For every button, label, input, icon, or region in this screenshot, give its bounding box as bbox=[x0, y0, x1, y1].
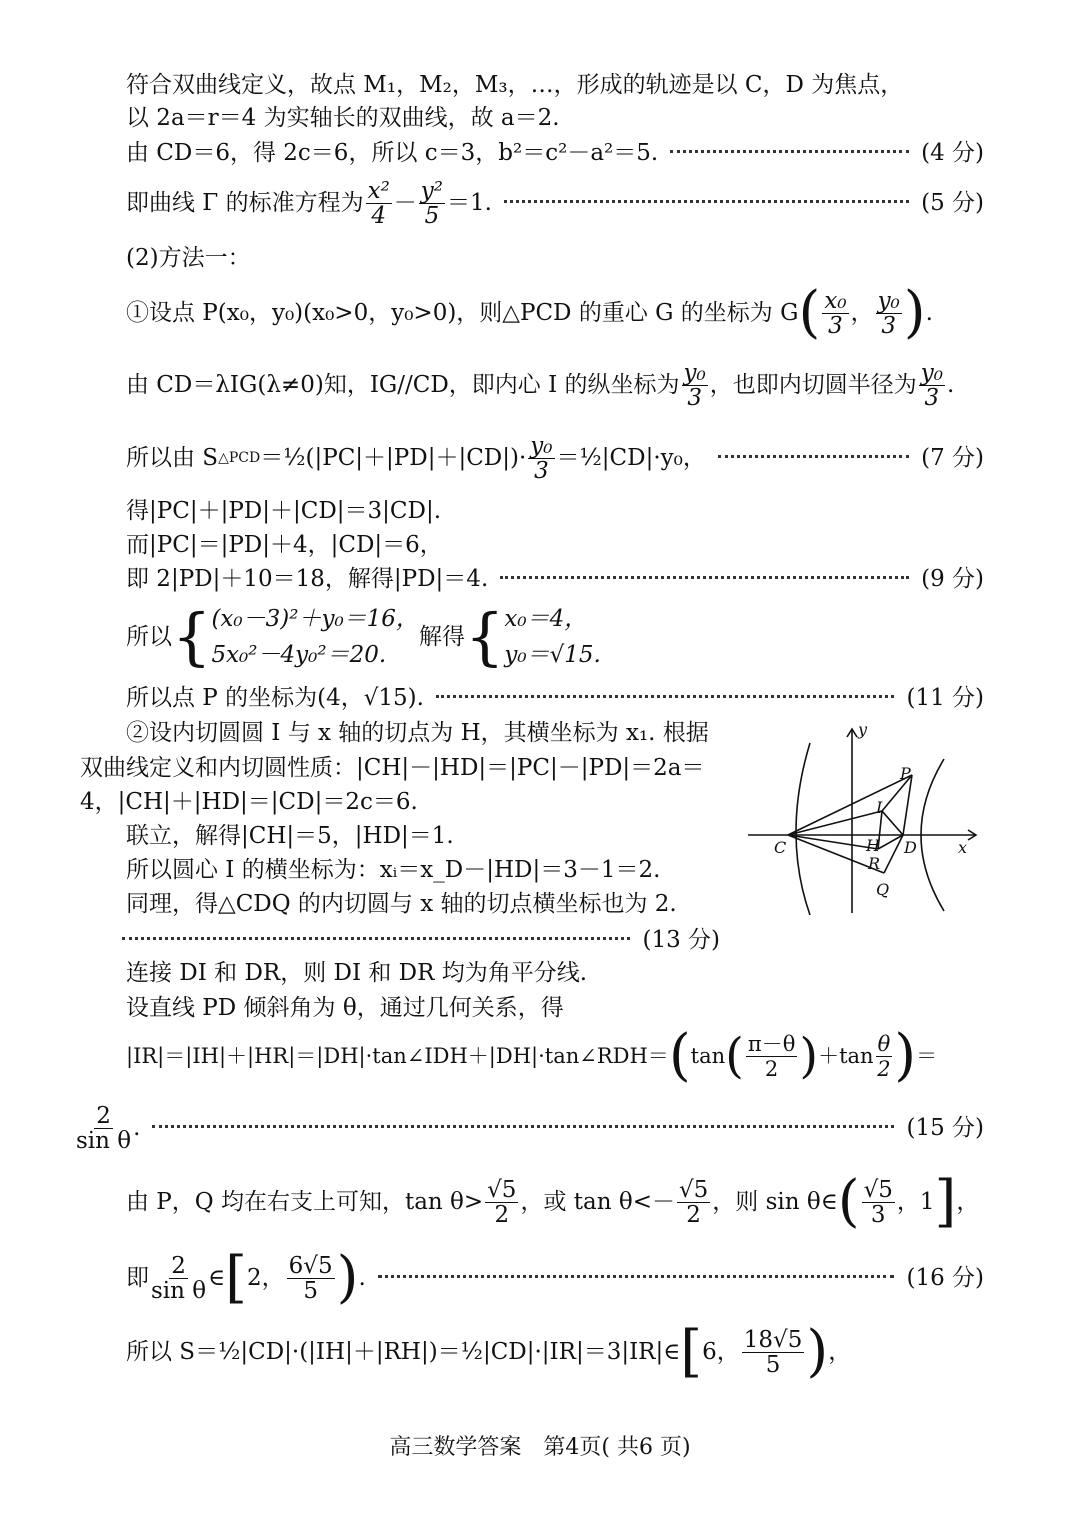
text-line: (2)方法一： bbox=[126, 245, 251, 271]
label-D: D bbox=[904, 838, 917, 857]
system-right: x₀＝4， y₀＝√15. bbox=[504, 606, 601, 668]
text-line: 双曲线定义和内切圆性质：|CH|－|HD|＝|PC|－|PD|＝2a＝ bbox=[80, 755, 705, 781]
fraction: y² 5 bbox=[420, 177, 444, 229]
label-Q: Q bbox=[876, 880, 890, 899]
text-line-scored bbox=[126, 430, 984, 486]
text-line: 所以 S＝½|CD|·(|IH|＋|RH|)＝½|CD|·|IR|＝3|IR|∈ [ 6 ， 18√5 5 ) ， bbox=[126, 1319, 852, 1384]
text-line: 得|PC|＋|PD|＋|CD|＝3|CD|. bbox=[126, 498, 442, 524]
dot-leader bbox=[122, 937, 630, 940]
text: |IR|＝|IH|＋|HR|＝|DH|·tan∠IDH＋|DH|·tan∠RDH＝ bbox=[126, 1044, 669, 1068]
fraction: y₀ 3 bbox=[920, 359, 943, 411]
label-x: x bbox=[958, 838, 968, 857]
dot-leader bbox=[504, 200, 909, 203]
dot-leader bbox=[436, 695, 895, 698]
fraction: y₀ 3 bbox=[683, 359, 706, 411]
text-line: ①设点 P(x₀，y₀)(x₀>0，y₀>0)，则△PCD 的重心 G 的坐标为 G ( x₀ 3 ， y₀ 3 ) . bbox=[126, 280, 933, 345]
text: ，也即内切圆半径为 bbox=[709, 372, 917, 398]
text-line-scored: 2 sin θ . (15 分) bbox=[74, 1098, 984, 1158]
text-line: 4，|CH|＋|HD|＝|CD|＝2c＝6. bbox=[80, 789, 418, 815]
dot-leader bbox=[670, 150, 909, 153]
text-line-scored bbox=[126, 683, 984, 713]
dot-leader bbox=[500, 576, 909, 579]
label-P: P bbox=[900, 764, 911, 783]
text: ①设点 P(x₀，y₀)(x₀>0，y₀>0)，则△PCD 的重心 G 的坐标为 G bbox=[126, 300, 799, 326]
dot-leader bbox=[378, 1275, 895, 1278]
text-line-scored: 即 2 sin θ ∈ [ 2 ， 6√5 5 ) . (16 分) bbox=[126, 1245, 984, 1310]
text: 由 CD＝6，得 2c＝6，所以 c＝3，b²＝c²－a²＝5. bbox=[126, 140, 659, 166]
text: 所以由 S bbox=[126, 445, 219, 471]
text: 由 P，Q 均在右支上可知，tan θ> bbox=[126, 1189, 484, 1215]
text: ＝1. bbox=[447, 190, 492, 216]
label-C: C bbox=[774, 838, 787, 857]
fraction: θ 2 bbox=[877, 1031, 891, 1081]
fraction: 2 sin θ bbox=[76, 1102, 132, 1154]
text-line-scored bbox=[126, 138, 984, 168]
page-footer: 高三数学答案 第4页( 共6 页) bbox=[389, 1435, 691, 1460]
dot-leader bbox=[152, 1125, 894, 1128]
score: (15 分) bbox=[906, 1115, 984, 1141]
text-line: |IR|＝|IH|＋|HR|＝|DH|·tan∠IDH＋|DH|·tan∠RDH＝ ( tan ( π－θ 2 ) ＋tan θ 2 ) ＝ bbox=[126, 1023, 938, 1088]
text-line: 由 P，Q 均在右支上可知，tan θ> √5 2 ，或 tan θ<－ √5 2 ，则 sin θ∈ ( √5 3 ， 1 ] ， bbox=[126, 1169, 980, 1234]
text: 即曲线 Γ 的标准方程为 bbox=[126, 190, 364, 216]
fraction: y₀ 3 bbox=[530, 432, 553, 484]
fraction: 2 sin θ bbox=[151, 1252, 207, 1304]
text: ，则 sin θ∈ bbox=[712, 1189, 838, 1215]
dot-leader bbox=[718, 455, 909, 458]
score: (13 分) bbox=[642, 927, 720, 953]
text-line: 而|PC|＝|PD|＋4，|CD|＝6， bbox=[126, 532, 443, 558]
text: 由 CD＝λIG(λ≠0)知，IG//CD，即内心 I 的纵坐标为 bbox=[126, 372, 680, 398]
fraction: π－θ 2 bbox=[747, 1031, 796, 1081]
label-y: y bbox=[858, 725, 868, 739]
label-R: R bbox=[868, 854, 881, 873]
text-line-scored bbox=[126, 564, 984, 594]
text: 所以 S＝½|CD|·(|IH|＋|RH|)＝½|CD|·|IR|＝3|IR|∈ bbox=[126, 1339, 681, 1365]
fraction: √5 2 bbox=[487, 1176, 517, 1228]
score: (9 分) bbox=[921, 566, 984, 592]
text-line: 所以圆心 I 的横坐标为：xᵢ＝x_D－|HD|＝3－1＝2. bbox=[126, 857, 661, 883]
subscript: △PCD bbox=[218, 450, 261, 466]
text: 解得 bbox=[418, 624, 465, 650]
text: 所以点 P 的坐标为(4，√15). bbox=[126, 685, 424, 711]
label-H: H bbox=[866, 836, 880, 855]
score: (5 分) bbox=[921, 190, 984, 216]
fraction: √5 2 bbox=[678, 1176, 709, 1228]
text-line: 同理，得△CDQ 的内切圆与 x 轴的切点横坐标也为 2. bbox=[126, 891, 677, 917]
text-line: 符合双曲线定义，故点 M₁，M₂，M₃，…，形成的轨迹是以 C，D 为焦点， bbox=[126, 72, 904, 98]
text-line: 连接 DI 和 DR，则 DI 和 DR 均为角平分线. bbox=[126, 960, 588, 986]
segment-CP bbox=[788, 775, 912, 835]
fraction: x² 4 bbox=[367, 177, 390, 229]
fraction: y₀ 3 bbox=[877, 287, 900, 339]
text: ＝½(|PC|＋|PD|＋|CD|)· bbox=[260, 445, 527, 471]
score: (16 分) bbox=[906, 1265, 984, 1291]
text: ＝½|CD|·y₀， bbox=[556, 445, 706, 471]
text-line-scored: 即曲线 Γ 的标准方程为 x² 4 － y² 5 ＝1. (5 分) bbox=[126, 175, 984, 231]
text: 即 2|PD|＋10＝18，解得|PD|＝4. bbox=[126, 566, 489, 592]
text: 所以 bbox=[126, 624, 172, 650]
text-line: 联立，解得|CH|＝5，|HD|＝1. bbox=[126, 823, 454, 849]
segment-CR bbox=[788, 835, 878, 849]
text-line-scored bbox=[122, 925, 720, 955]
score: (4 分) bbox=[921, 140, 984, 166]
system-left: (x₀－3)²＋y₀＝16， 5x₀²－4y₀²＝20. bbox=[211, 606, 419, 668]
score: (7 分) bbox=[921, 445, 984, 471]
text: 即 bbox=[126, 1265, 149, 1291]
text-line: ②设内切圆圆 I 与 x 轴的切点为 H，其横坐标为 x₁. 根据 bbox=[126, 720, 709, 746]
equation-system: 所以 { (x₀－3)²＋y₀＝16， 5x₀²－4y₀²＝20. 解得 { x₀＝4， y₀＝√15. bbox=[126, 600, 601, 673]
text-line: 以 2a＝r＝4 为实轴长的双曲线，故 a＝2. bbox=[126, 105, 560, 131]
segment-CI bbox=[788, 811, 882, 835]
fraction: x₀ 3 bbox=[824, 287, 847, 339]
fraction: 6√5 5 bbox=[288, 1252, 333, 1304]
text-line: 设直线 PD 倾斜角为 θ，通过几何关系，得 bbox=[126, 995, 564, 1021]
segment-ID bbox=[882, 811, 903, 835]
fraction: √5 3 bbox=[863, 1176, 893, 1228]
text: ，或 tan θ<－ bbox=[520, 1189, 675, 1215]
score: (11 分) bbox=[906, 685, 984, 711]
left-branch bbox=[796, 743, 810, 915]
fraction: 18√5 5 bbox=[743, 1326, 803, 1378]
text-line: 由 CD＝λIG(λ≠0)知，IG//CD，即内心 I 的纵坐标为 y₀ 3 ，也即内切圆半径为 y₀ 3 . bbox=[126, 357, 954, 413]
label-I: I bbox=[876, 798, 883, 817]
hyperbola-figure bbox=[748, 725, 984, 915]
